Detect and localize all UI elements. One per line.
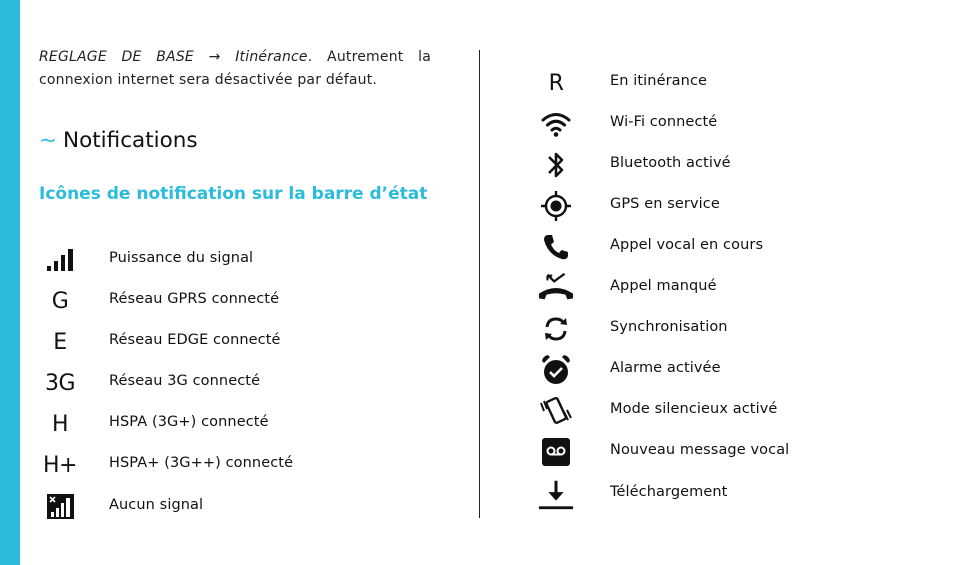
roaming-icon: R (548, 70, 564, 96)
item-label: Appel vocal en cours (610, 237, 764, 253)
wifi-icon (538, 106, 574, 142)
item-label: Wi-Fi connecté (610, 114, 718, 130)
phone-call-icon (538, 229, 574, 265)
section-subtitle: Icônes de notification sur la barre d’état (39, 184, 428, 204)
item-label: En itinérance (610, 73, 708, 89)
vibrate-icon (538, 393, 574, 429)
sync-icon (538, 311, 574, 347)
section-title (39, 128, 198, 153)
gps-icon (538, 188, 574, 224)
item-label: HSPA (3G+) connecté (109, 414, 269, 430)
item-label: Mode silencieux activé (610, 401, 778, 417)
item-label: Aucun signal (109, 497, 204, 513)
item-label: Réseau EDGE connecté (109, 332, 281, 348)
item-label: Téléchargement (610, 484, 728, 500)
item-label: Nouveau message vocal (610, 442, 790, 458)
item-label: HSPA+ (3G++) connecté (109, 455, 294, 471)
signal-bars-icon (42, 242, 78, 278)
item-label: Puissance du signal (109, 250, 254, 266)
accent-side-bar (0, 0, 20, 565)
intro-line-1 (39, 46, 431, 69)
intro-paragraph (39, 46, 431, 92)
section-title-text: Notifications (63, 128, 198, 153)
section-tilde: ~ (39, 128, 58, 153)
hspa-plus-icon: H+ (43, 452, 77, 478)
download-icon (538, 476, 574, 512)
hspa-icon: H (51, 411, 69, 437)
edge-icon: E (53, 329, 67, 355)
settings-path: REGLAGE DE BASE → Itinérance (39, 49, 308, 65)
item-label: Alarme activée (610, 360, 721, 376)
bluetooth-icon (538, 147, 574, 183)
no-signal-icon (42, 489, 78, 525)
column-divider (479, 50, 480, 518)
voicemail-icon (538, 434, 574, 470)
gprs-icon: G (51, 288, 69, 314)
intro-line-1-rest: . Autrement la (307, 49, 431, 65)
item-label: Synchronisation (610, 319, 728, 335)
item-label: Réseau 3G connecté (109, 373, 261, 389)
item-label: GPS en service (610, 196, 720, 212)
item-label: Appel manqué (610, 278, 717, 294)
item-label: Réseau GPRS connecté (109, 291, 280, 307)
item-label: Bluetooth activé (610, 155, 731, 171)
intro-line-2: connexion internet sera désactivée par défaut. (39, 72, 378, 88)
3g-icon: 3G (44, 370, 76, 396)
alarm-icon (538, 352, 574, 388)
missed-call-icon (538, 270, 574, 306)
